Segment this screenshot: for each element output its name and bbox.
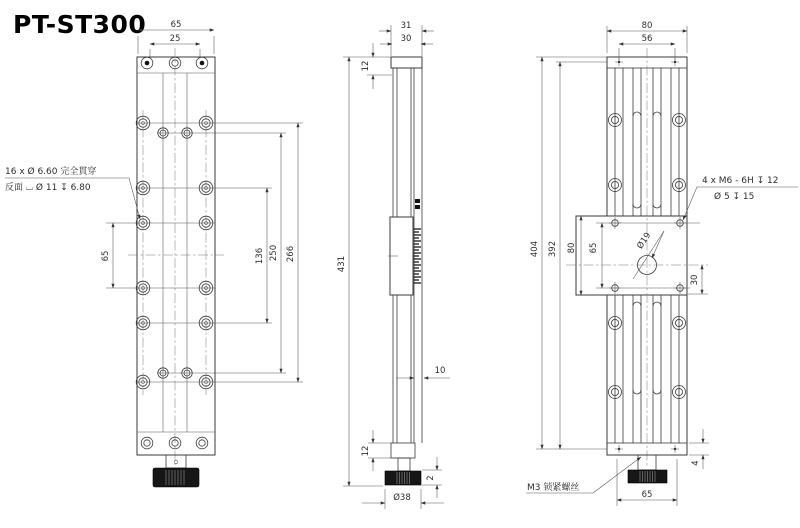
side-adjustment-knob xyxy=(385,471,421,485)
dim-base-4: 4 xyxy=(691,460,701,466)
rear-carriage-plate xyxy=(576,216,687,295)
front-hole-note xyxy=(5,165,140,219)
dim-knob-diameter: Ø38 xyxy=(393,493,411,503)
dim-offset-30: 30 xyxy=(690,274,700,286)
dim-carriage-65: 65 xyxy=(589,242,599,254)
front-adjustment-knob xyxy=(153,468,199,487)
dim-center-hole: Ø19 xyxy=(635,230,654,251)
front-dimensions xyxy=(101,20,298,382)
dim-hole-pitch-left: 65 xyxy=(101,250,111,262)
dim-carriage-80: 80 xyxy=(567,242,577,254)
m6-note-line1: 4 x M6 - 6H ↧ 12 xyxy=(702,176,779,186)
dim-span-250: 250 xyxy=(269,244,279,262)
m6-note-line2: Ø 5 ↧ 15 xyxy=(714,192,755,202)
page-title: PT-ST300 xyxy=(13,10,147,39)
front-view xyxy=(5,20,303,487)
counterbore-note-line2: 反面 ⌴ Ø 11 ↧ 6.80 xyxy=(5,183,91,193)
dim-bottom-12: 12 xyxy=(361,445,371,457)
dim-span-266: 266 xyxy=(286,245,296,263)
front-knob-stem xyxy=(166,455,186,468)
dim-height-431: 431 xyxy=(337,255,347,273)
side-top-cap xyxy=(391,57,422,68)
dim-width-80: 80 xyxy=(641,21,653,31)
dim-span-136: 136 xyxy=(255,247,265,265)
front-mounting-holes xyxy=(136,57,213,449)
side-knob-stem xyxy=(398,458,410,471)
dim-31: 31 xyxy=(400,21,412,31)
m3-note xyxy=(526,457,641,493)
m6-note xyxy=(683,176,798,220)
dim-hole-spacing-top: 25 xyxy=(169,34,181,44)
dim-knob-2: 2 xyxy=(426,475,436,481)
dim-height-392: 392 xyxy=(548,240,558,258)
counterbore-note-line1: 16 x Ø 6.60 完全貫穿 xyxy=(5,167,97,177)
dim-width-top: 65 xyxy=(170,20,182,30)
dim-bottom-65: 65 xyxy=(641,490,653,500)
dim-56: 56 xyxy=(641,34,653,44)
rear-view xyxy=(526,21,798,506)
dim-30: 30 xyxy=(400,34,412,44)
dim-top-12: 12 xyxy=(361,60,371,72)
dim-height-404: 404 xyxy=(530,240,540,258)
side-bottom-cap xyxy=(391,443,415,458)
vernier-scale xyxy=(414,229,421,283)
scale-label-mark xyxy=(415,199,420,203)
side-view xyxy=(337,21,450,509)
dim-10: 10 xyxy=(434,366,446,376)
m3-note-label: M3 锁紧螺丝 xyxy=(527,483,580,493)
